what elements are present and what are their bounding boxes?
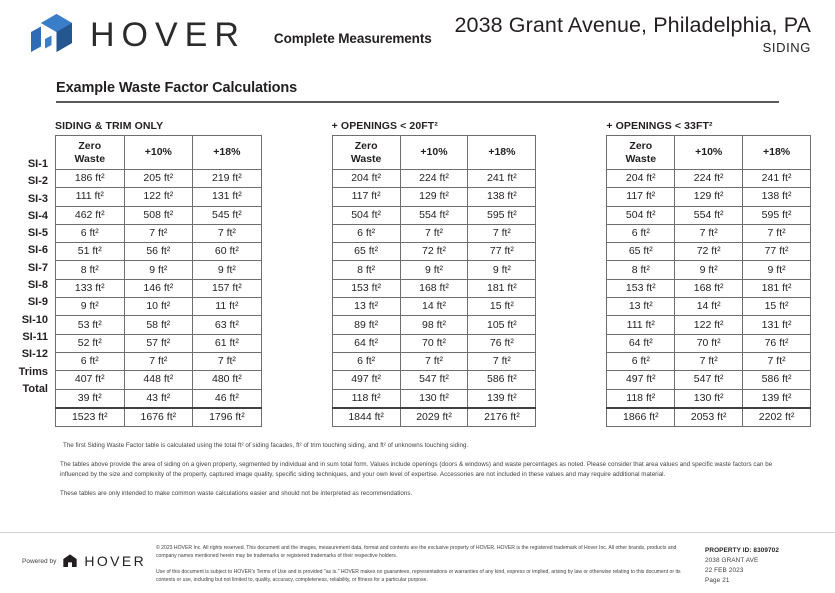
waste-table-openings-under-33 [606,120,811,427]
property-date: 22 FEB 2023 [705,566,744,574]
cell: 13 ft² [607,298,675,316]
row-label-total: Total [22,382,48,395]
cell: 1844 ft² [332,408,400,427]
table-header-row [332,136,536,170]
cell: 157 ft² [193,279,262,297]
cell: 554 ft² [400,206,468,224]
section-header [0,62,835,103]
cell: 118 ft² [607,389,675,408]
cell: 139 ft² [743,389,811,408]
cell: 130 ft² [400,389,468,408]
table-row [56,316,262,334]
cell: 241 ft² [468,170,536,188]
row-label: SI-4 [27,209,48,222]
table-row [607,298,811,316]
cell: 204 ft² [332,170,400,188]
cell: 1866 ft² [607,408,675,427]
note-paragraph: The first Siding Waste Factor table is calculated using the total ft² of siding facades, ft² of trim touching siding, and ft² of unknowns touching siding. [63,442,469,450]
cell: 6 ft² [56,352,125,370]
cell: 64 ft² [607,334,675,352]
table-row [332,298,536,316]
row-label: SI-11 [22,330,48,343]
cell: 586 ft² [743,371,811,389]
cell: 9 ft² [675,261,743,279]
cell: 111 ft² [56,188,125,206]
footer-brand [22,539,150,569]
table-caption: SIDING & TRIM ONLY [55,120,164,132]
table-row-total [56,408,262,427]
col-header-plus10: +10% [675,136,743,170]
table-row [332,371,536,389]
cell: 554 ft² [675,206,743,224]
legal-text [150,539,705,593]
col-header-zero-waste: Zero Waste [56,136,125,170]
cell: 72 ft² [400,243,468,261]
cell: 181 ft² [743,279,811,297]
table-row [56,224,262,242]
table-row [332,389,536,408]
table-row [607,389,811,408]
cell: 70 ft² [675,334,743,352]
cell: 224 ft² [400,170,468,188]
table-row [607,188,811,206]
tables-area [0,103,835,427]
cell: 76 ft² [468,334,536,352]
table-row [56,243,262,261]
hover-wordmark: HOVER [90,16,246,54]
table-row [332,261,536,279]
waste-table-siding-trim-only [55,120,262,427]
cell: 14 ft² [675,298,743,316]
cell: 57 ft² [124,334,193,352]
property-address-footer: 2038 GRANT AVE [705,556,759,564]
cell: 129 ft² [675,188,743,206]
property-address-title: 2038 Grant Avenue, Philadelphia, PA [454,13,811,37]
col-header-plus10: +10% [124,136,193,170]
cell: 117 ft² [607,188,675,206]
cell: 205 ft² [124,170,193,188]
table-row [332,170,536,188]
cell: 9 ft² [193,261,262,279]
cell: 7 ft² [743,224,811,242]
cell: 131 ft² [193,188,262,206]
cell: 13 ft² [332,298,400,316]
table-row [332,279,536,297]
hover-wordmark-footer: HOVER [84,553,147,569]
cell: 76 ft² [743,334,811,352]
cell: 122 ft² [124,188,193,206]
cell: 480 ft² [193,371,262,389]
table-body [56,170,262,427]
table-row [607,279,811,297]
row-label: SI-1 [27,158,48,170]
table-row [56,261,262,279]
table-body [607,170,811,427]
cell: 139 ft² [468,389,536,408]
cell: 586 ft² [468,371,536,389]
cell: 70 ft² [400,334,468,352]
cell: 14 ft² [400,298,468,316]
page-number: Page 21 [705,576,730,584]
row-label: SI-8 [27,279,48,292]
note-paragraph: The tables above provide the area of siding on a given property, segmented by individual and in sum total form. Values include openings (doors & windows) and waste percentages as noted. Please consider that area values and specific waste factors can be influenced by the size and complexity of the property, captured image quality, specific siding techniques, and your own level of expertise. Accessories are not included in these values and may require additional material. [60,461,773,479]
table-row-total [607,408,811,427]
tagline: Complete Measurements [273,30,432,46]
cell: 6 ft² [332,224,400,242]
note-paragraph: These tables are only intended to make common waste calculations easier and should not be interpreted as recommendations. [60,490,413,498]
table-row [56,352,262,370]
cell: 6 ft² [332,352,400,370]
waste-table [332,135,537,427]
cell: 497 ft² [332,371,400,389]
page-title: Example Waste Factor Calculations [56,80,298,96]
legal-paragraph-terms: Use of this document is subject to HOVER's Terms of Use and is provided "as is." HOVER makes no guarantees, representations or warranties of any kind, express or implied, arising by law or otherwise relating to this document or its contents or use, including but not limited to, quality, accuracy, completeness, reliability, or fitness for a particular purpose. [156,568,681,583]
cell: 547 ft² [675,371,743,389]
table-row [56,389,262,408]
cell: 7 ft² [124,352,193,370]
cell: 6 ft² [56,224,125,242]
cell: 60 ft² [193,243,262,261]
cell: 545 ft² [193,206,262,224]
cell: 224 ft² [675,170,743,188]
cell: 133 ft² [56,279,125,297]
cell: 65 ft² [332,243,400,261]
cell: 595 ft² [468,206,536,224]
cell: 7 ft² [400,352,468,370]
table-row [332,206,536,224]
cell: 77 ft² [743,243,811,261]
col-header-zero-waste: Zero Waste [607,136,675,170]
address-block [454,12,811,55]
waste-table-openings-under-20 [332,120,537,427]
table-row [56,188,262,206]
cell: 129 ft² [400,188,468,206]
cell: 7 ft² [193,352,262,370]
col-header-plus18: +18% [468,136,536,170]
cell: 111 ft² [607,316,675,334]
cell: 98 ft² [400,316,468,334]
property-info-block [705,539,813,586]
table-row [332,224,536,242]
notes-section [0,427,835,499]
cell: 153 ft² [332,279,400,297]
table-header-row [607,136,811,170]
cell: 7 ft² [743,352,811,370]
legal-paragraph-copyright: © 2023 HOVER Inc. All rights reserved. This document and the images, measurement data, format and contents are the exclusive property of HOVER. HOVER is the registered trademark of Hover Inc. All other brands, products and company names mentioned herein may be trademarks or registered trademarks of their respective holders. [156,545,677,559]
table-caption: + OPENINGS < 33FT² [606,120,713,132]
table-row [56,170,262,188]
table-row [332,334,536,352]
table-body [332,170,536,427]
cell: 7 ft² [468,224,536,242]
cell: 7 ft² [675,224,743,242]
cell: 153 ft² [607,279,675,297]
cell: 504 ft² [332,206,400,224]
row-label: SI-9 [27,296,48,309]
cell: 2176 ft² [468,408,536,427]
cell: 1796 ft² [193,408,262,427]
row-label: SI-10 [21,313,48,326]
table-row [56,279,262,297]
cell: 56 ft² [124,243,193,261]
cell: 1523 ft² [56,408,125,427]
table-row [607,170,811,188]
cell: 58 ft² [124,316,193,334]
cell: 118 ft² [332,389,400,408]
hover-house-logo-icon [28,12,74,58]
row-label: SI-6 [27,244,48,257]
cell: 6 ft² [607,352,675,370]
property-id: PROPERTY ID: 8309702 [705,547,779,554]
table-row [56,298,262,316]
table-row [332,188,536,206]
table-row [607,224,811,242]
cell: 11 ft² [193,298,262,316]
cell: 168 ft² [675,279,743,297]
cell: 122 ft² [675,316,743,334]
table-header-row [56,136,262,170]
cell: 462 ft² [56,206,125,224]
cell: 117 ft² [332,188,400,206]
col-header-plus18: +18% [193,136,262,170]
cell: 9 ft² [56,298,125,316]
table-row [332,316,536,334]
cell: 504 ft² [607,206,675,224]
brand-block [28,12,432,58]
page-header [0,0,835,62]
table-row [56,371,262,389]
cell: 89 ft² [332,316,400,334]
cell: 595 ft² [743,206,811,224]
cell: 7 ft² [400,224,468,242]
cell: 7 ft² [124,224,193,242]
cell: 39 ft² [56,389,125,408]
row-label: SI-2 [27,175,48,188]
col-header-plus18: +18% [743,136,811,170]
row-label: SI-12 [21,348,48,361]
cell: 241 ft² [743,170,811,188]
cell: 186 ft² [56,170,125,188]
cell: 9 ft² [400,261,468,279]
cell: 6 ft² [607,224,675,242]
powered-by-label: Powered by [22,557,57,565]
cell: 105 ft² [468,316,536,334]
hover-house-logo-icon-footer [62,553,78,569]
cell: 2053 ft² [675,408,743,427]
table-row [607,334,811,352]
cell: 15 ft² [468,298,536,316]
cell: 52 ft² [56,334,125,352]
row-label: SI-3 [27,192,48,205]
cell: 63 ft² [193,316,262,334]
table-row [607,352,811,370]
table-row [56,334,262,352]
cell: 138 ft² [743,188,811,206]
cell: 7 ft² [193,224,262,242]
cell: 130 ft² [675,389,743,408]
cell: 2029 ft² [400,408,468,427]
cell: 7 ft² [675,352,743,370]
cell: 64 ft² [332,334,400,352]
page-footer [0,532,835,588]
table-row [607,206,811,224]
table-row [607,371,811,389]
table-row [607,316,811,334]
row-label-column [0,120,55,398]
row-label: Trims [18,365,48,378]
cell: 2202 ft² [743,408,811,427]
cell: 131 ft² [743,316,811,334]
cell: 9 ft² [468,261,536,279]
table-row [607,261,811,279]
cell: 219 ft² [193,170,262,188]
cell: 9 ft² [124,261,193,279]
cell: 204 ft² [607,170,675,188]
cell: 77 ft² [468,243,536,261]
cell: 8 ft² [332,261,400,279]
table-caption: + OPENINGS < 20FT² [331,120,438,132]
col-header-plus10: +10% [400,136,468,170]
cell: 1676 ft² [124,408,193,427]
waste-table [55,135,262,427]
cell: 547 ft² [400,371,468,389]
cell: 497 ft² [607,371,675,389]
table-row [56,206,262,224]
report-type-subtitle: SIDING [762,39,811,55]
table-row [607,243,811,261]
cell: 51 ft² [56,243,125,261]
cell: 407 ft² [56,371,125,389]
cell: 65 ft² [607,243,675,261]
cell: 46 ft² [193,389,262,408]
row-label: SI-5 [27,227,48,240]
waste-table [606,135,811,427]
cell: 448 ft² [124,371,193,389]
cell: 146 ft² [124,279,193,297]
table-row [332,243,536,261]
cell: 43 ft² [124,389,193,408]
cell: 10 ft² [124,298,193,316]
row-label: SI-7 [27,261,48,274]
cell: 138 ft² [468,188,536,206]
cell: 15 ft² [743,298,811,316]
cell: 168 ft² [400,279,468,297]
col-header-zero-waste: Zero Waste [332,136,400,170]
table-row-total [332,408,536,427]
cell: 7 ft² [468,352,536,370]
cell: 9 ft² [743,261,811,279]
cell: 53 ft² [56,316,125,334]
cell: 61 ft² [193,334,262,352]
cell: 72 ft² [675,243,743,261]
cell: 8 ft² [607,261,675,279]
cell: 508 ft² [124,206,193,224]
cell: 8 ft² [56,261,125,279]
cell: 181 ft² [468,279,536,297]
table-row [332,352,536,370]
